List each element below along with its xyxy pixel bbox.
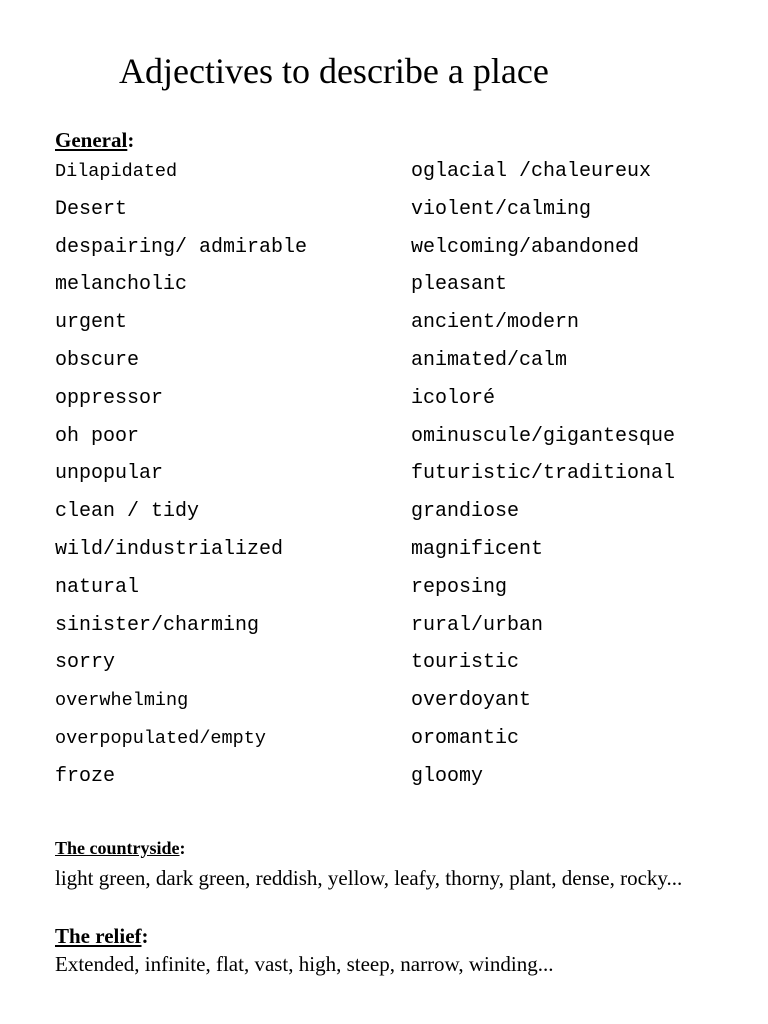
countryside-heading-label: The countryside (55, 838, 180, 858)
list-item: magnificent (411, 537, 544, 561)
list-item: despairing/ admirable (55, 235, 308, 259)
countryside-text: light green, dark green, reddish, yellow, leafy, thorny, plant, dense, rocky... (55, 866, 683, 890)
list-item: oh poor (55, 424, 140, 448)
relief-heading-label: The relief (55, 924, 142, 948)
general-right-column (411, 160, 675, 803)
list-item: violent/calming (411, 197, 592, 221)
list-item: oppressor (55, 386, 164, 410)
list-item: obscure (55, 348, 140, 372)
page-title: Adjectives to describe a place (119, 51, 549, 91)
list-item: Dilapidated (55, 161, 178, 182)
list-item: melancholic (55, 273, 188, 297)
list-item: clean / tidy (55, 500, 200, 524)
general-heading-label: General (55, 128, 128, 152)
countryside-heading (55, 839, 186, 859)
list-item: ancient/modern (411, 311, 580, 335)
list-item: sorry (55, 651, 116, 675)
list-item: froze (55, 764, 116, 788)
list-item: animated/calm (411, 348, 568, 372)
list-item: sinister/charming (55, 613, 260, 637)
general-heading (55, 129, 134, 152)
list-item: ominuscule/gigantesque (411, 424, 676, 448)
list-item: unpopular (55, 462, 164, 486)
list-item: overwhelming (55, 690, 189, 712)
relief-heading (55, 925, 149, 948)
list-item: Desert (55, 197, 128, 221)
list-item: welcoming/abandoned (411, 235, 640, 259)
list-item: overdoyant (411, 689, 532, 713)
list-item: oromantic (411, 726, 520, 750)
list-item: gloomy (411, 764, 484, 788)
relief-heading-colon: : (141, 924, 149, 948)
general-left-column (55, 160, 307, 803)
general-heading-colon: : (127, 128, 135, 152)
list-item: icoloré (411, 386, 496, 410)
list-item: wild/industrialized (55, 537, 284, 561)
list-item: overpopulated/empty (55, 727, 266, 749)
relief-text: Extended, infinite, flat, vast, high, steep, narrow, winding... (55, 952, 554, 976)
list-item: reposing (411, 575, 508, 599)
list-item: grandiose (411, 500, 520, 524)
list-item: urgent (55, 311, 128, 335)
list-item: natural (55, 575, 140, 599)
list-item: oglacial /chaleureux (411, 160, 652, 183)
list-item: touristic (411, 651, 520, 675)
list-item: rural/urban (411, 613, 544, 637)
list-item: futuristic/traditional (411, 462, 676, 486)
countryside-heading-colon: : (179, 838, 186, 858)
list-item: pleasant (411, 273, 508, 297)
